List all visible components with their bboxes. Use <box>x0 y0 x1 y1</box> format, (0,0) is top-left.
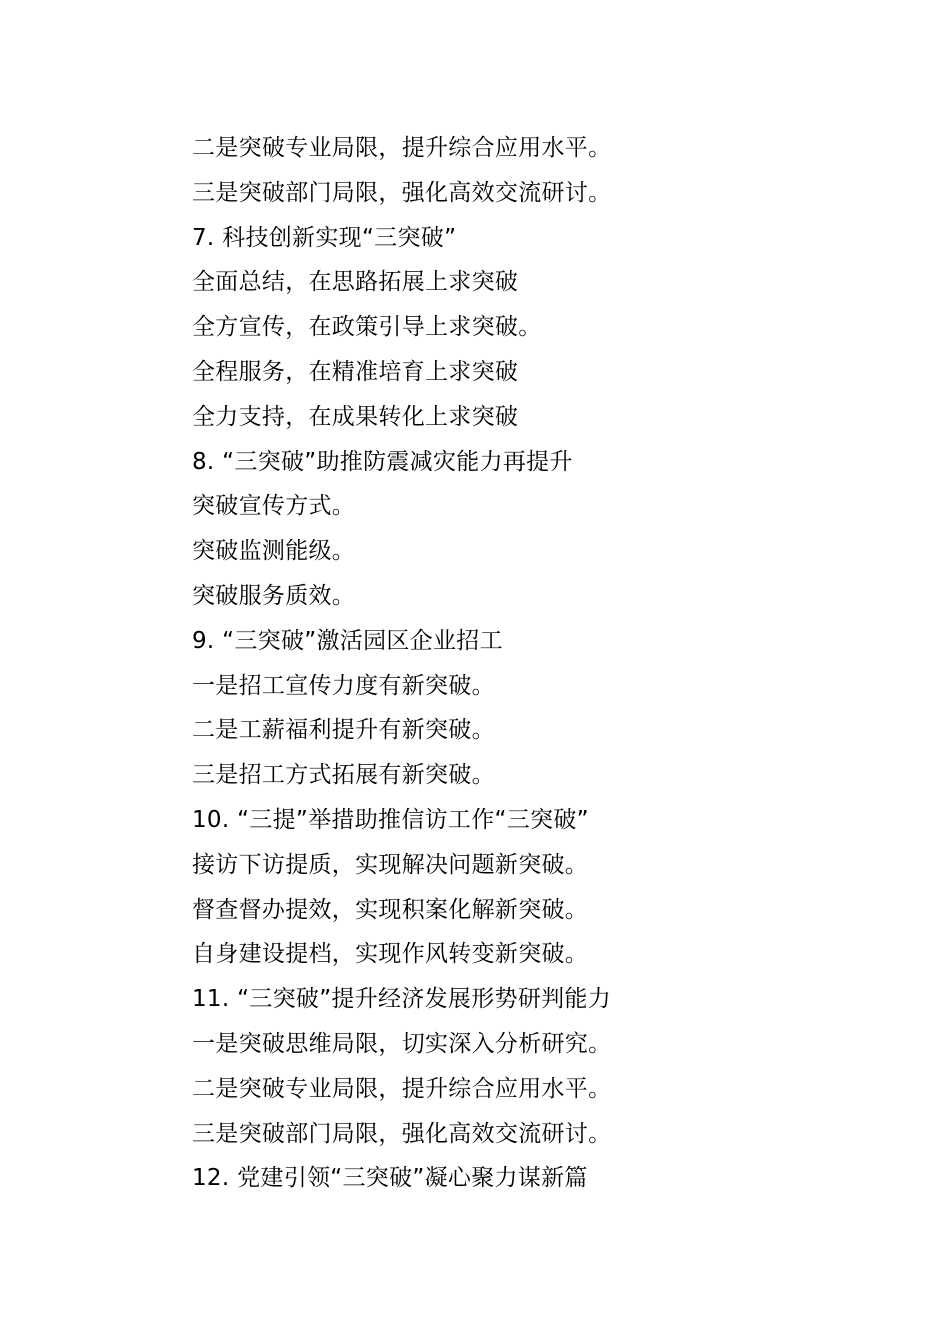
section-heading: 11. “三突破”提升经济发展形势研判能力 <box>192 986 612 1013</box>
text-line: 全面总结，在思路拓展上求突破 <box>192 269 519 296</box>
text-line: 三是招工方式拓展有新突破。 <box>192 762 495 789</box>
text-line: 全程服务，在精准培育上求突破 <box>192 358 519 385</box>
text-line: 突破监测能级。 <box>192 538 356 565</box>
text-line: 接访下访提质，实现解决问题新突破。 <box>192 851 589 878</box>
section-heading: 8. “三突破”助推防震减灾能力再提升 <box>192 448 573 475</box>
text-line: 全方宣传，在政策引导上求突破。 <box>192 314 542 341</box>
text-line: 二是工薪福利提升有新突破。 <box>192 717 495 744</box>
text-line: 一是招工宣传力度有新突破。 <box>192 672 495 699</box>
text-line: 二是突破专业局限，提升综合应用水平。 <box>192 1075 612 1102</box>
text-line: 二是突破专业局限，提升综合应用水平。 <box>192 135 612 161</box>
section-heading: 12. 党建引领“三突破”凝心聚力谋新篇 <box>192 1165 588 1192</box>
text-line: 突破宣传方式。 <box>192 493 356 520</box>
text-line: 全力支持，在成果转化上求突破 <box>192 403 519 430</box>
document-body <box>192 126 892 1201</box>
section-heading: 9. “三突破”激活园区企业招工 <box>192 627 503 654</box>
section-heading: 10. “三提”举措助推信访工作“三突破” <box>192 806 589 833</box>
text-line: 督查督办提效，实现积案化解新突破。 <box>192 896 589 923</box>
text-line: 一是突破思维局限，切实深入分析研究。 <box>192 1030 612 1057</box>
text-line: 突破服务质效。 <box>192 582 356 609</box>
text-line: 三是突破部门局限，强化高效交流研讨。 <box>192 1120 612 1147</box>
text-line: 自身建设提档，实现作风转变新突破。 <box>192 941 589 968</box>
section-heading: 7. 科技创新实现“三突破” <box>192 224 457 251</box>
text-line: 三是突破部门局限，强化高效交流研讨。 <box>192 179 612 206</box>
